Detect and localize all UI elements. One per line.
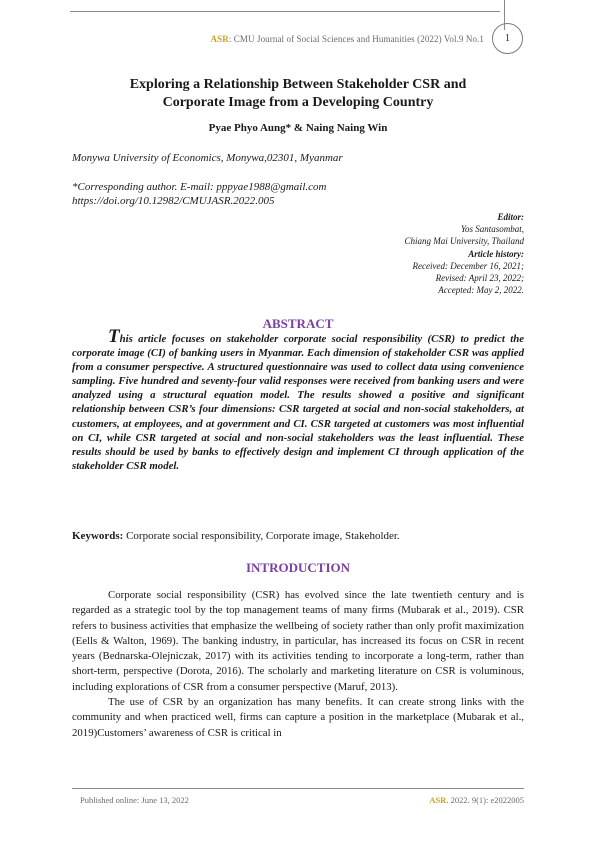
journal-prefix: ASR bbox=[210, 34, 229, 44]
journal-name: : CMU Journal of Social Sciences and Humanities (2022) Vol.9 No.1 bbox=[228, 34, 484, 44]
paper-title bbox=[72, 76, 524, 112]
page-number: 1 bbox=[492, 23, 523, 54]
citation bbox=[429, 795, 524, 805]
published-date: Published online: June 13, 2022 bbox=[80, 795, 189, 805]
abstract-body bbox=[72, 326, 524, 473]
paragraph: The use of CSR by an organization has many benefits. It can create strong links with the community and when practiced well, firms can capture a position in the marketplace (Mubarak et al., 2019)Customers’ awareness of CSR is critical in bbox=[72, 696, 524, 739]
corresponding-author bbox=[72, 180, 326, 208]
corresponding-email: *Corresponding author. E-mail: pppyae1988@gmail.com bbox=[72, 181, 327, 193]
keywords-text: Corporate social responsibility, Corporate image, Stakeholder. bbox=[123, 530, 400, 542]
introduction-body bbox=[72, 588, 524, 741]
paragraph: Corporate social responsibility (CSR) has evolved since the late twentieth century and is regarded as a strategic tool by the top management teams of many firms (Mubarak et al., 2019). CSR refers to business activities that emphasize the wellbeing of society rather than only profit maximization (Eells & Walton, 1969). The banking industry, in particular, has increased its focus on CSR in recent years (Bednarska-Olejniczak, 2017) with its activities tending to incorporate a long-term, rather than short-term, perspective (Dorota, 2016). The scholarly and marketing literature on CSR is voluminous, including explorations of CSR from a consumer perspective (Maruf, 2013). bbox=[72, 589, 524, 693]
editor-label: Editor: bbox=[497, 212, 524, 222]
authors: Pyae Phyo Aung* & Naing Naing Win bbox=[208, 122, 388, 134]
introduction-heading: INTRODUCTION bbox=[245, 560, 350, 575]
running-head bbox=[211, 34, 484, 44]
abstract-text: his article focuses on stakeholder corporate social responsibility (CSR) to predict the corporate image (CI) of banking users in Myanmar. Each dimension of stakeholder CSR was applied from a consumer perspective. A structured questionnaire was used to collect data using convenience sampling. Five hundred and seventy-four valid responses were received from banking users and were analyzed using a structural equation model. The results showed a positive and significant relationship between CSR’s four dimensions: CSR targeted at social and non-social stakeholders, at customers, at employees, and at government and CI. CSR targeted at customers was most influential on CI, while CSR targeted at social and non-social stakeholders was the least influential. These results should be used by banks to effectively design and implement CI through application of the stakeholder CSR model. bbox=[72, 333, 524, 472]
title-line-1: Exploring a Relationship Between Stakeholder CSR and bbox=[129, 77, 467, 92]
editor-name: Yos Santasombat, bbox=[460, 224, 524, 235]
keywords-label: Keywords: bbox=[72, 530, 124, 542]
affiliation: Monywa University of Economics, Monywa,02301, Myanmar bbox=[72, 152, 343, 164]
editor-affiliation: Chiang Mai University, Thailand bbox=[404, 236, 524, 247]
revised-date: Revised: April 23, 2022; bbox=[435, 273, 524, 284]
header-rule bbox=[70, 11, 500, 12]
citation-prefix: ASR bbox=[429, 795, 447, 805]
accepted-date: Accepted: May 2, 2022. bbox=[438, 285, 524, 296]
abstract-heading: ABSTRACT bbox=[262, 316, 334, 331]
editor-block bbox=[404, 211, 524, 296]
title-line-2: Corporate Image from a Developing Country bbox=[162, 95, 434, 110]
received-date: Received: December 16, 2021; bbox=[412, 260, 524, 271]
citation-text: . 2022. 9(1): e2022005 bbox=[446, 795, 524, 805]
history-label: Article history: bbox=[468, 248, 524, 259]
doi-link[interactable]: https://doi.org/10.12982/CMUJASR.2022.005 bbox=[72, 195, 275, 207]
footer-rule bbox=[72, 788, 524, 789]
keywords bbox=[72, 530, 524, 542]
abstract-dropcap: T bbox=[108, 326, 120, 347]
